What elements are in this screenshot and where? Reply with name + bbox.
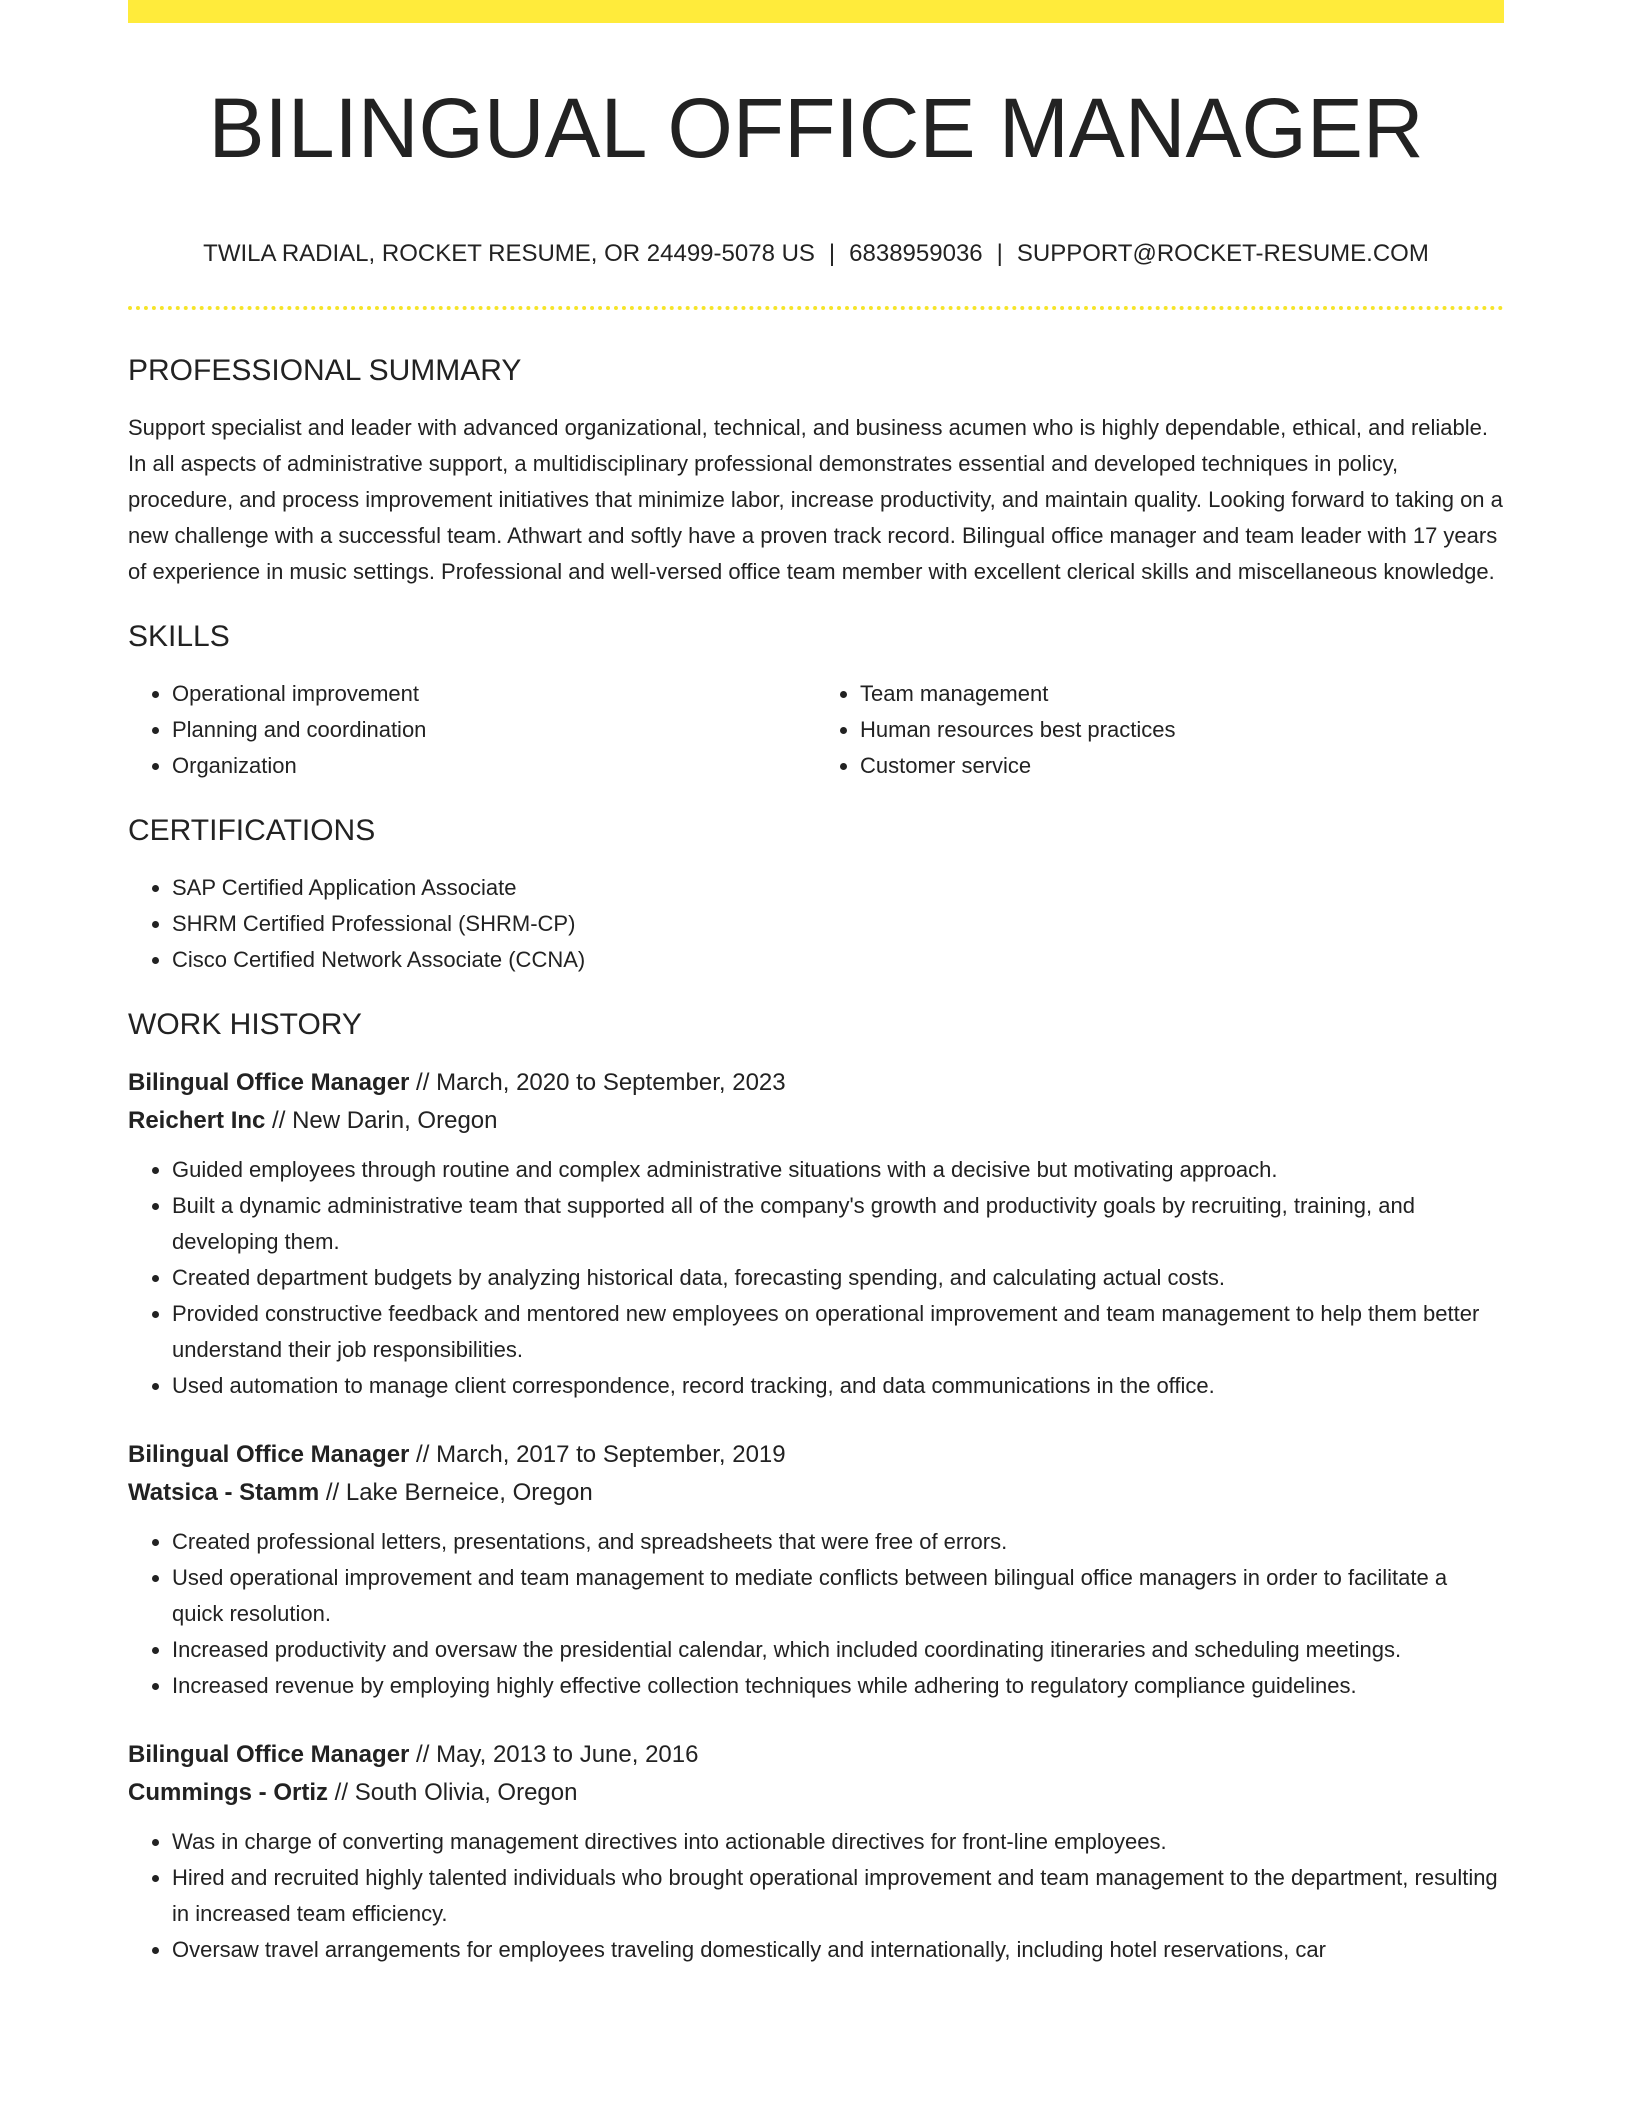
certifications-section <box>128 814 1504 978</box>
job-company-line <box>128 1102 1504 1140</box>
certification-item: • Cisco Certified Network Associate (CCNA) <box>172 942 1504 978</box>
skill-item: • Customer service <box>860 748 1504 784</box>
skill-item: • Operational improvement <box>172 676 816 712</box>
job-bullets <box>128 1152 1504 1404</box>
job-company-line <box>128 1474 1504 1512</box>
job-location: // New Darin, Oregon <box>265 1107 498 1134</box>
job-title-line <box>128 1736 1504 1774</box>
job-title-line <box>128 1436 1504 1474</box>
job-bullet: • Oversaw travel arrangements for employees traveling domestically and internationally, including hotel reservations, car <box>172 1932 1504 1968</box>
job-title: Bilingual Office Manager <box>128 1069 410 1096</box>
job-bullet: • Used automation to manage client correspondence, record tracking, and data communications in the office. <box>172 1368 1504 1404</box>
section-heading: CERTIFICATIONS <box>128 814 376 847</box>
accent-bar <box>128 0 1504 23</box>
resume-content <box>128 354 1504 2000</box>
job-bullet: • Guided employees through routine and complex administrative situations with a decisive but motivating approach. <box>172 1152 1504 1188</box>
job-bullet: • Hired and recruited highly talented individuals who brought operational improvement and team management to the department, resulting in increased team efficiency. <box>172 1860 1504 1932</box>
skill-item: • Organization <box>172 748 816 784</box>
work-history-section <box>128 1008 1504 1968</box>
certifications-list <box>128 870 1504 978</box>
job-entry <box>128 1436 1504 1704</box>
contact-address: TWILA RADIAL, ROCKET RESUME, OR 24499-5078 US <box>203 240 815 267</box>
job-company: Watsica - Stamm <box>128 1479 320 1506</box>
job-dates: // March, 2017 to September, 2019 <box>409 1441 786 1468</box>
certification-item: • SAP Certified Application Associate <box>172 870 1504 906</box>
job-dates: // March, 2020 to September, 2023 <box>409 1069 786 1096</box>
certification-item: • SHRM Certified Professional (SHRM-CP) <box>172 906 1504 942</box>
job-entry <box>128 1064 1504 1404</box>
job-title: Bilingual Office Manager <box>128 1741 410 1768</box>
job-bullets <box>128 1824 1504 1968</box>
job-location: // South Olivia, Oregon <box>328 1779 578 1806</box>
job-bullet: • Increased productivity and oversaw the presidential calendar, which included coordinating itineraries and scheduling meetings. <box>172 1632 1504 1668</box>
job-bullet: • Provided constructive feedback and mentored new employees on operational improvement and team management to help them better understand their job responsibilities. <box>172 1296 1504 1368</box>
job-company: Reichert Inc <box>128 1107 266 1134</box>
job-title-line <box>128 1064 1504 1102</box>
job-company-line <box>128 1774 1504 1812</box>
section-heading: SKILLS <box>128 620 230 653</box>
job-bullet: • Created department budgets by analyzing historical data, forecasting spending, and calculating actual costs. <box>172 1260 1504 1296</box>
skills-list-left <box>128 676 816 784</box>
job-bullet: • Used operational improvement and team management to mediate conflicts between bilingual office managers in order to facilitate a quick resolution. <box>172 1560 1504 1632</box>
job-company: Cummings - Ortiz <box>128 1779 329 1806</box>
job-location: // Lake Berneice, Oregon <box>319 1479 593 1506</box>
job-bullet: • Built a dynamic administrative team that supported all of the company's growth and productivity goals by recruiting, training, and developing them. <box>172 1188 1504 1260</box>
job-bullet: • Created professional letters, presentations, and spreadsheets that were free of errors. <box>172 1524 1504 1560</box>
job-bullet: • Was in charge of converting management directives into actionable directives for front-line employees. <box>172 1824 1504 1860</box>
job-dates: // May, 2013 to June, 2016 <box>409 1741 699 1768</box>
job-title: Bilingual Office Manager <box>128 1441 410 1468</box>
section-heading: WORK HISTORY <box>128 1008 362 1041</box>
job-bullets <box>128 1524 1504 1704</box>
skill-item: • Team management <box>860 676 1504 712</box>
contact-phone: 6838959036 <box>849 240 983 267</box>
job-entry <box>128 1736 1504 1968</box>
contact-email: SUPPORT@ROCKET-RESUME.COM <box>1016 240 1429 267</box>
skill-item: • Human resources best practices <box>860 712 1504 748</box>
separator: | <box>828 240 836 267</box>
page-title: BILINGUAL OFFICE MANAGER <box>208 81 1424 175</box>
skills-section <box>128 620 1504 784</box>
skills-list-right <box>816 676 1504 784</box>
summary-section <box>128 354 1504 590</box>
dotted-divider <box>128 306 1504 310</box>
job-bullet: • Increased revenue by employing highly effective collection techniques while adhering to regulatory compliance guidelines. <box>172 1668 1504 1704</box>
contact-line <box>0 240 1632 268</box>
skill-item: • Planning and coordination <box>172 712 816 748</box>
skills-columns <box>128 676 1504 784</box>
section-heading: PROFESSIONAL SUMMARY <box>128 354 522 387</box>
separator: | <box>996 240 1003 267</box>
summary-text: Support specialist and leader with advanced organizational, technical, and business acumen who is highly dependable, ethical, and reliable. In all aspects of administrative support, a multidisciplinary professional demonstrates essential and developed techniques in policy, procedure, and process improvement initiatives that minimize labor, increase productivity, and maintain quality. Looking forward to taking on a new challenge with a successful team. Athwart and softly have a proven track record. Bilingual office manager and team leader with 17 years of experience in music settings. Professional and well-versed office team member with excellent clerical skills and miscellaneous knowledge. <box>128 415 1503 584</box>
